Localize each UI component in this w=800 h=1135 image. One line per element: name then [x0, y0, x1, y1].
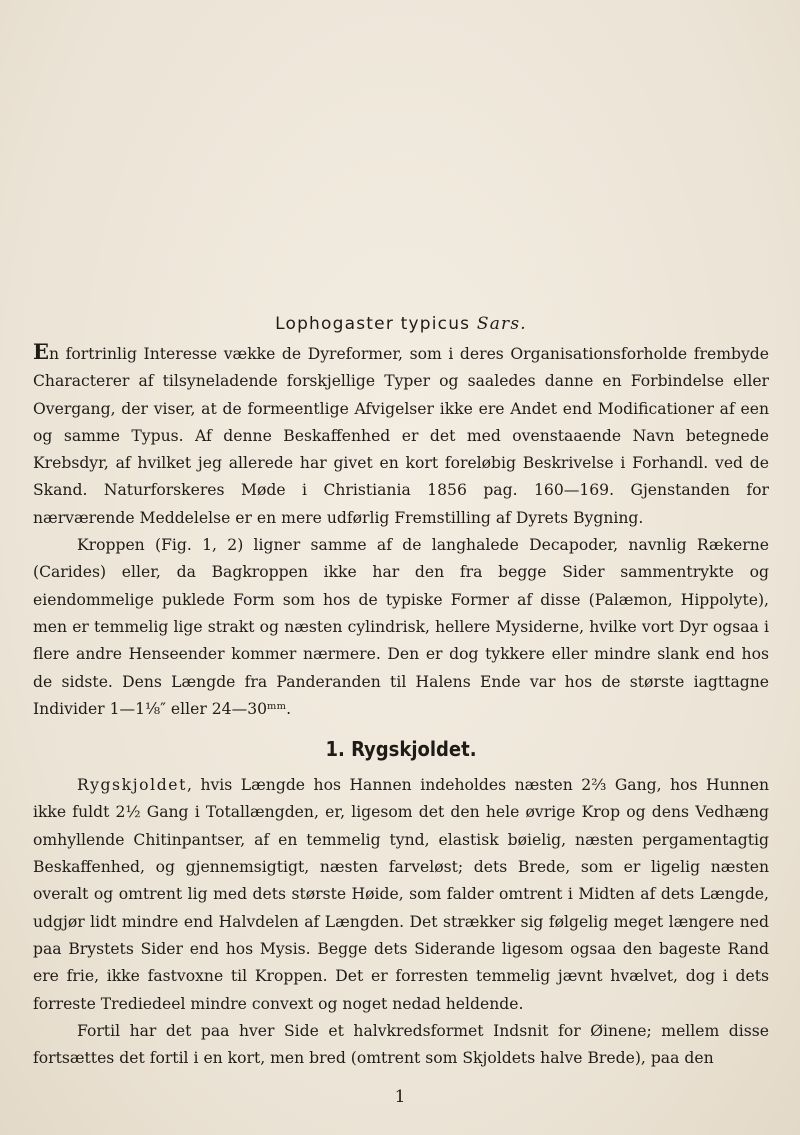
paragraph-intro [33, 338, 769, 532]
species-name: Lophogaster typicus [275, 314, 471, 334]
section-heading: 1. Rygskjoldet. [325, 737, 477, 762]
initial-letter: E [33, 339, 50, 364]
page-number: 1 [394, 1087, 406, 1107]
article-title [33, 312, 769, 336]
paragraph-intro-text: n fortrinlig Interesse vække de Dyreformer, som i deres Organisationsforholde frembyde Characterer af tilsyneladende forskjellige Typer og saaledes danne en Forbindelse eller Overgang, der viser, at de formeentlige Afvigelser ikke ere Andet end Modificationer af een og samme Typus. Af denne Beskaffenhed er det med ovenstaaende Navn betegnede Krebsdyr, af hvilket jeg allerede har givet en kort foreløbig Beskrivelse i Forhandl. ved de Skand. Naturforskeres Møde i Christiania 1856 pag. 160—169. Gjenstanden for nærværende Meddelelse er en mere udførlig Fremstilling af Dyrets Bygning. [33, 345, 769, 527]
text-body [33, 312, 769, 1072]
paragraph-front: Fortil har det paa hver Side et halvkredsformet Indsnit for Øinene; mellem disse fortsættes det fortil i en kort, men bred (omtrent som Skjoldets halve Brede), paa den [33, 1021, 769, 1068]
paragraph-carapace-text: , hvis Længde hos Hannen indeholdes næsten 2⅔ Gang, hos Hunnen ikke fuldt 2½ Gang i Totallængden, er, ligesom det den hele øvrige Krop og dens Vedhæng omhyllende Chitinpantser, af en temmelig tynd, elastisk bøielig, næsten pergamentagtig Beskaffenhed, og gjennemsigtigt, næsten farveløst; dets Brede, som er ligelig næsten overalt og omtrent lig med dets største Høide, som falder omtrent i Midten af dets Længde, udgjør lidt mindre end Halvdelen af Længden. Det strækker sig følgelig meget længere ned paa Brystets Sider end hos Mysis. Begge dets Siderande ligesom ogsaa den bageste Rand ere frie, ikke fastvoxne til Kroppen. Det er forresten temmelig jævnt hvælvet, dog i dets forreste Trediedeel mindre convext og noget nedad heldende. [33, 776, 769, 1013]
term-lead: Rygskjoldet [77, 776, 187, 795]
paragraph-carapace [33, 772, 769, 1018]
paragraph-body: Kroppen (Fig. 1, 2) ligner samme af de langhalede Decapoder, navnlig Rækerne (Carides) eller, da Bagkroppen ikke har den fra begge Sider sammentrykte og eiendommelige puklede Form som hos de typiske Former af disse (Palæmon, Hippolyte), men er temmelig lige strakt og næsten cylindrisk, hellere Mysiderne, hvilke vort Dyr ogsaa i flere andre Henseender kommer nærmere. Den er dog tykkere eller mindre slank end hos de sidste. Dens Længde fra Panderanden til Halens Ende var hos de største iagttagne Individer 1—1⅛″ eller 24—30ᵐᵐ. [33, 536, 769, 718]
species-author: Sars. [476, 314, 527, 334]
